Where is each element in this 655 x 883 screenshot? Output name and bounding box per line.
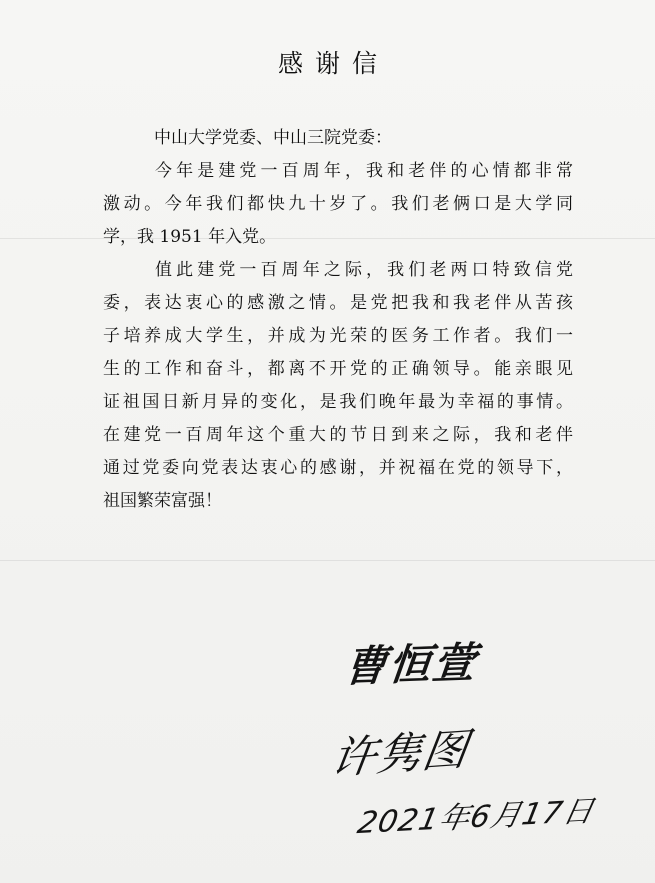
letter-paragraph-2 (103, 254, 573, 518)
paragraph-line: 学，我 1951 年入党。 (103, 227, 277, 247)
letter-paragraph-1 (103, 155, 573, 254)
handwritten-date: 2021年6月17日 (354, 793, 598, 842)
handwritten-signature-2: 许隽图 (327, 724, 472, 785)
letter-title: 感谢信 (277, 49, 389, 78)
paragraph-line: 委，表达衷心的感激之情。是党把我和我老伴从苦孩 (103, 293, 573, 313)
paragraph-line: 激动。今年我们都快九十岁了。我们老俩口是大学同 (103, 194, 573, 214)
paragraph-line: 祖国繁荣富强！ (103, 491, 222, 511)
paragraph-line: 子培养成大学生，并成为光荣的医务工作者。我们一 (103, 326, 573, 346)
paragraph-line: 通过党委向党表达衷心的感谢，并祝福在党的领导下， (103, 458, 573, 478)
paragraph-line: 证祖国日新月异的变化，是我们晚年最为幸福的事情。 (103, 392, 573, 412)
paragraph-line: 生的工作和奋斗，都离不开党的正确领导。能亲眼见 (103, 359, 573, 379)
paragraph-line: 今年是建党一百周年，我和老伴的心情都非常 (155, 161, 573, 181)
paragraph-line: 在建党一百周年这个重大的节日到来之际，我和老伴 (103, 425, 573, 445)
letter-salutation: 中山大学党委、中山三院党委： (154, 128, 392, 148)
paragraph-line: 值此建党一百周年之际，我们老两口特致信党 (155, 260, 573, 280)
handwritten-signature-1: 曹恒萱 (341, 637, 480, 692)
paper-fold-line (0, 560, 655, 561)
